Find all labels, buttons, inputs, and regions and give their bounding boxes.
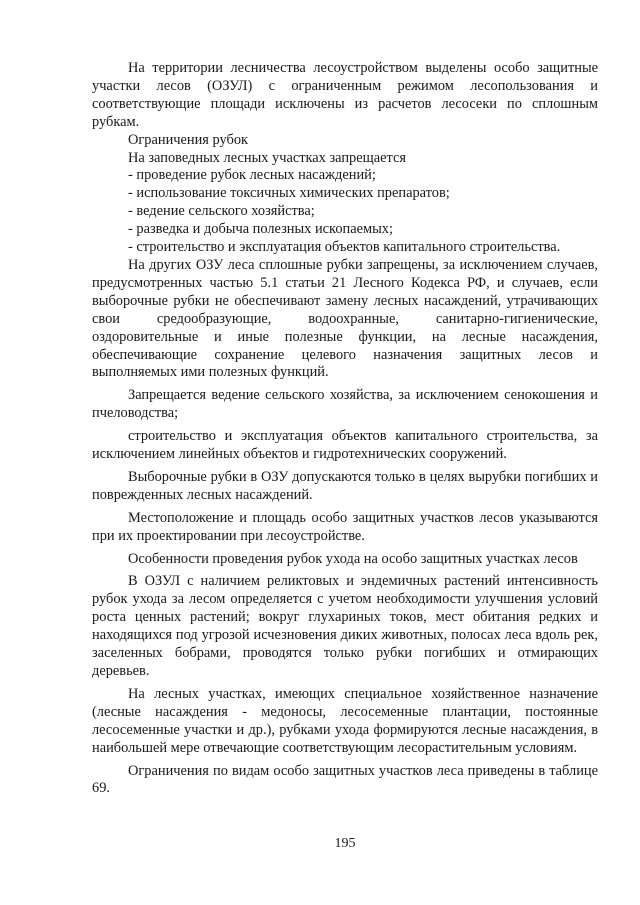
list-item: - использование токсичных химических препаратов; bbox=[128, 185, 450, 202]
document-body bbox=[92, 60, 598, 798]
paragraph-construction: строительство и эксплуатация объектов капитального строительства, за исключением линейных объектов и гидротехнических сооружений. bbox=[92, 428, 598, 463]
list-item: - ведение сельского хозяйства; bbox=[128, 203, 315, 220]
paragraph-location: Местоположение и площадь особо защитных участков лесов указываются при их проектировании при лесоустройстве. bbox=[92, 509, 598, 544]
paragraph-reserved-areas: На заповедных лесных участках запрещается bbox=[128, 149, 406, 166]
list-item: - разведка и добыча полезных ископаемых; bbox=[128, 221, 393, 238]
paragraph-table-reference: Ограничения по видам особо защитных участков леса приведены в таблице 69. bbox=[92, 762, 598, 797]
list-item: - строительство и эксплуатация объектов капитального строительства. bbox=[128, 239, 561, 256]
paragraph-special-purpose: На лесных участках, имеющих специальное хозяйственное назначение (лесные насаждения - медоносы, лесосеменные плантации, постоянные лесосеменные участки и др.), рубками ухода формируются лесные насаждения, в наибольшей мере отвечающие соответствующим лесорастительным условиям. bbox=[92, 685, 598, 756]
list-item: - проведение рубок лесных насаждений; bbox=[128, 167, 376, 184]
paragraph-clear-cutting: На других ОЗУ леса сплошные рубки запрещены, за исключением случаев, предусмотренных частью 5.1 статьи 21 Лесного Кодекса РФ, и случаев, если выборочные рубки не обеспечивают замену лесных насаждений, утрачивающих свои средообразующие, водоохранные, санитарно-гигиенические, оздоровительные и иные полезные функции, на лесные насаждения, обеспечивающие сохранение целевого назначения защитных лесов и выполняемых ими полезных функций. bbox=[92, 256, 598, 381]
paragraph-relict-plants: В ОЗУЛ с наличием реликтовых и эндемичных растений интенсивность рубок ухода за лесом определяется с учетом необходимости улучшения условий роста ценных растений; вокруг глухариных токов, мест обитания редких и находящихся под угрозой исчезновения диких животных, полосах леса вдоль рек, заселенных бобрами, проводятся только рубки погибших и отмирающих деревьев. bbox=[92, 573, 598, 679]
heading-cutting-restrictions: Ограничения рубок bbox=[128, 131, 249, 148]
page-number: 195 bbox=[334, 836, 356, 851]
paragraph-selective-cutting: Выборочные рубки в ОЗУ допускаются только в целях вырубки погибших и поврежденных лесных насаждений. bbox=[92, 468, 598, 503]
paragraph-agriculture-ban: Запрещается ведение сельского хозяйства, за исключением сенокошения и пчеловодства; bbox=[92, 387, 598, 422]
heading-care-cutting: Особенности проведения рубок ухода на особо защитных участках лесов bbox=[128, 550, 578, 567]
paragraph-ozul-intro: На территории лесничества лесоустройством выделены особо защитные участки лесов (ОЗУЛ) с ограниченным режимом лесопользования и соответствующие площади исключены из расчетов лесосеки по сплошным рубкам. bbox=[92, 60, 598, 130]
